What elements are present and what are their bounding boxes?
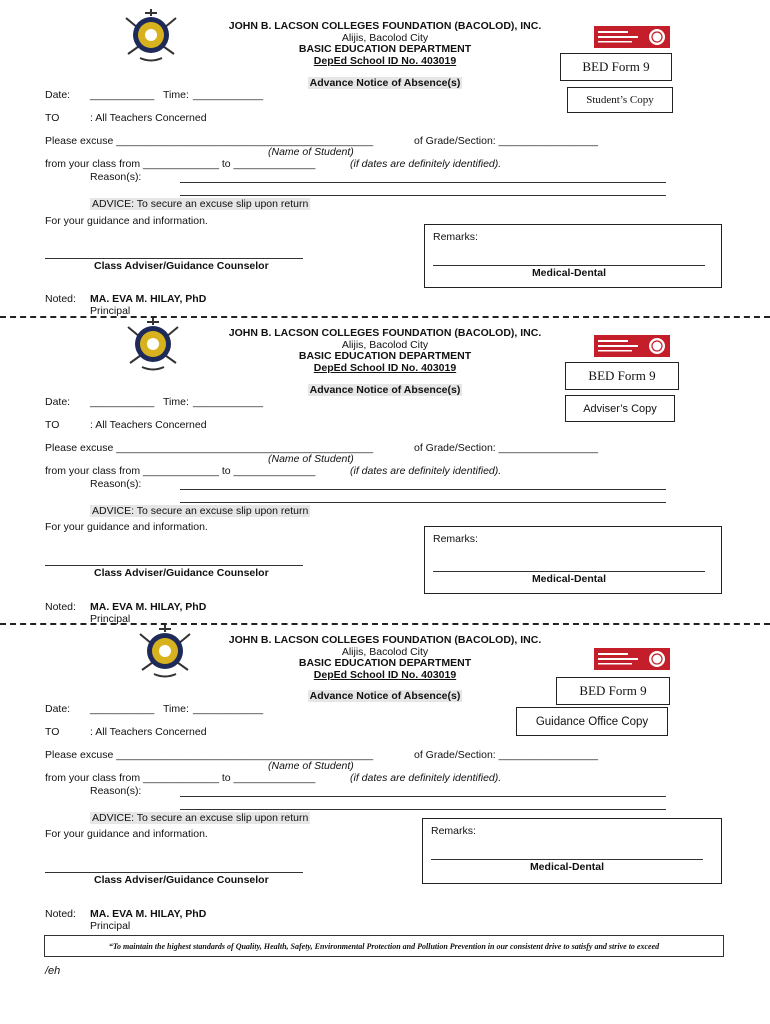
guidance-info: For your guidance and information. [45,215,208,227]
principal-title: Principal [90,305,131,317]
advice-text: ADVICE: To secure an excuse slip upon return [92,505,309,517]
principal-name: MA. EVA M. HILAY, PhD [90,293,207,305]
initials: /eh [45,965,61,977]
reasons-label: Reason(s): [90,478,142,490]
medical-dental-label: Medical-Dental [529,861,605,873]
medical-dental-label: Medical-Dental [531,267,607,279]
dates-hint: (if dates are definitely identified). [350,772,502,784]
adviser-signature-line [45,565,303,566]
adviser-label: Class Adviser/Guidance Counselor [94,567,269,579]
reasons-label: Reason(s): [90,171,142,183]
reason-line-2 [180,502,666,503]
medical-signature-line [433,265,705,266]
to-value: : All Teachers Concerned [90,419,207,431]
please-excuse-line: Please excuse ____________________________________________ [45,135,374,147]
copy-label-box: Guidance Office Copy [516,707,668,736]
principal-name: MA. EVA M. HILAY, PhD [90,908,207,920]
name-of-student-hint: (Name of Student) [268,760,354,772]
principal-title: Principal [90,920,131,932]
quality-policy-box [44,935,724,957]
grade-section-line: of Grade/Section: _________________ [414,442,598,454]
time-label: Time: [163,703,189,715]
form-guidance-office-copy [0,614,770,932]
iso-certification-logo [594,26,670,48]
please-excuse-line: Please excuse ____________________________________________ [45,442,374,454]
date-blank: ___________ [90,396,155,408]
adviser-signature-line [45,872,303,873]
school-id: DepEd School ID No. 403019 [313,362,457,374]
medical-signature-line [431,859,703,860]
time-label: Time: [163,89,189,101]
dates-hint: (if dates are definitely identified). [350,465,502,477]
please-excuse-line: Please excuse ____________________________________________ [45,749,374,761]
noted-label: Noted: [45,601,76,613]
adviser-label: Class Adviser/Guidance Counselor [94,874,269,886]
department-name: BASIC EDUCATION DEPARTMENT [298,43,472,55]
to-value: : All Teachers Concerned [90,726,207,738]
time-blank: ____________ [193,89,264,101]
school-address: Alijis, Bacolod City [341,339,429,351]
school-address: Alijis, Bacolod City [341,32,429,44]
school-name: JOHN B. LACSON COLLEGES FOUNDATION (BACOLOD), INC. [228,634,542,646]
school-address: Alijis, Bacolod City [341,646,429,658]
grade-section-line: of Grade/Section: _________________ [414,749,598,761]
advice-text: ADVICE: To secure an excuse slip upon return [92,198,309,210]
advice-text: ADVICE: To secure an excuse slip upon return [92,812,309,824]
bed-form-number: BED Form 9 [565,362,679,390]
time-blank: ____________ [193,396,264,408]
school-name: JOHN B. LACSON COLLEGES FOUNDATION (BACOLOD), INC. [228,20,542,32]
noted-label: Noted: [45,293,76,305]
dates-hint: (if dates are definitely identified). [350,158,502,170]
to-label: TO [45,419,60,431]
reason-line-1 [180,182,666,183]
remarks-label: Remarks: [433,231,478,243]
to-label: TO [45,726,60,738]
time-blank: ____________ [193,703,264,715]
medical-signature-line [433,571,705,572]
school-id: DepEd School ID No. 403019 [313,669,457,681]
school-seal-icon [120,8,182,62]
copy-label-box: Adviser’s Copy [565,395,675,422]
from-class-line: from your class from _____________ to ______________ [45,772,316,784]
guidance-info: For your guidance and information. [45,521,208,533]
reason-line-1 [180,489,666,490]
to-value: : All Teachers Concerned [90,112,207,124]
noted-label: Noted: [45,908,76,920]
time-label: Time: [163,396,189,408]
notice-title: Advance Notice of Absence(s) [309,77,461,89]
quality-policy-text: “To maintain the highest standards of Quality, Health, Safety, Environmental Protection and Pollution Prevention in our consistent drive to satisfy and strive to exceed [108,941,660,951]
school-seal-icon [122,317,184,371]
department-name: BASIC EDUCATION DEPARTMENT [298,657,472,669]
remarks-box [424,224,722,288]
to-label: TO [45,112,60,124]
adviser-signature-line [45,258,303,259]
date-blank: ___________ [90,703,155,715]
from-class-line: from your class from _____________ to ______________ [45,465,316,477]
guidance-info: For your guidance and information. [45,828,208,840]
reason-line-2 [180,195,666,196]
medical-dental-label: Medical-Dental [531,573,607,585]
reasons-label: Reason(s): [90,785,142,797]
remarks-label: Remarks: [433,533,478,545]
form-advisers-copy [0,307,770,625]
principal-title: Principal [90,613,131,625]
form-students-copy [0,0,770,317]
notice-title: Advance Notice of Absence(s) [309,384,461,396]
name-of-student-hint: (Name of Student) [268,146,354,158]
principal-name: MA. EVA M. HILAY, PhD [90,601,207,613]
remarks-box [424,526,722,594]
name-of-student-hint: (Name of Student) [268,453,354,465]
department-name: BASIC EDUCATION DEPARTMENT [298,350,472,362]
school-id: DepEd School ID No. 403019 [313,55,457,67]
school-name: JOHN B. LACSON COLLEGES FOUNDATION (BACOLOD), INC. [228,327,542,339]
date-blank: ___________ [90,89,155,101]
reason-line-1 [180,796,666,797]
from-class-line: from your class from _____________ to ______________ [45,158,316,170]
bed-form-number: BED Form 9 [560,53,672,81]
notice-title: Advance Notice of Absence(s) [309,690,461,702]
copy-label-box: Student’s Copy [567,87,673,113]
date-label: Date: [45,89,71,101]
adviser-label: Class Adviser/Guidance Counselor [94,260,269,272]
date-label: Date: [45,396,71,408]
grade-section-line: of Grade/Section: _________________ [414,135,598,147]
iso-certification-logo [594,648,670,670]
remarks-label: Remarks: [431,825,476,837]
reason-line-2 [180,809,666,810]
remarks-box [422,818,722,884]
bed-form-number: BED Form 9 [556,677,670,705]
date-label: Date: [45,703,71,715]
iso-certification-logo [594,335,670,357]
